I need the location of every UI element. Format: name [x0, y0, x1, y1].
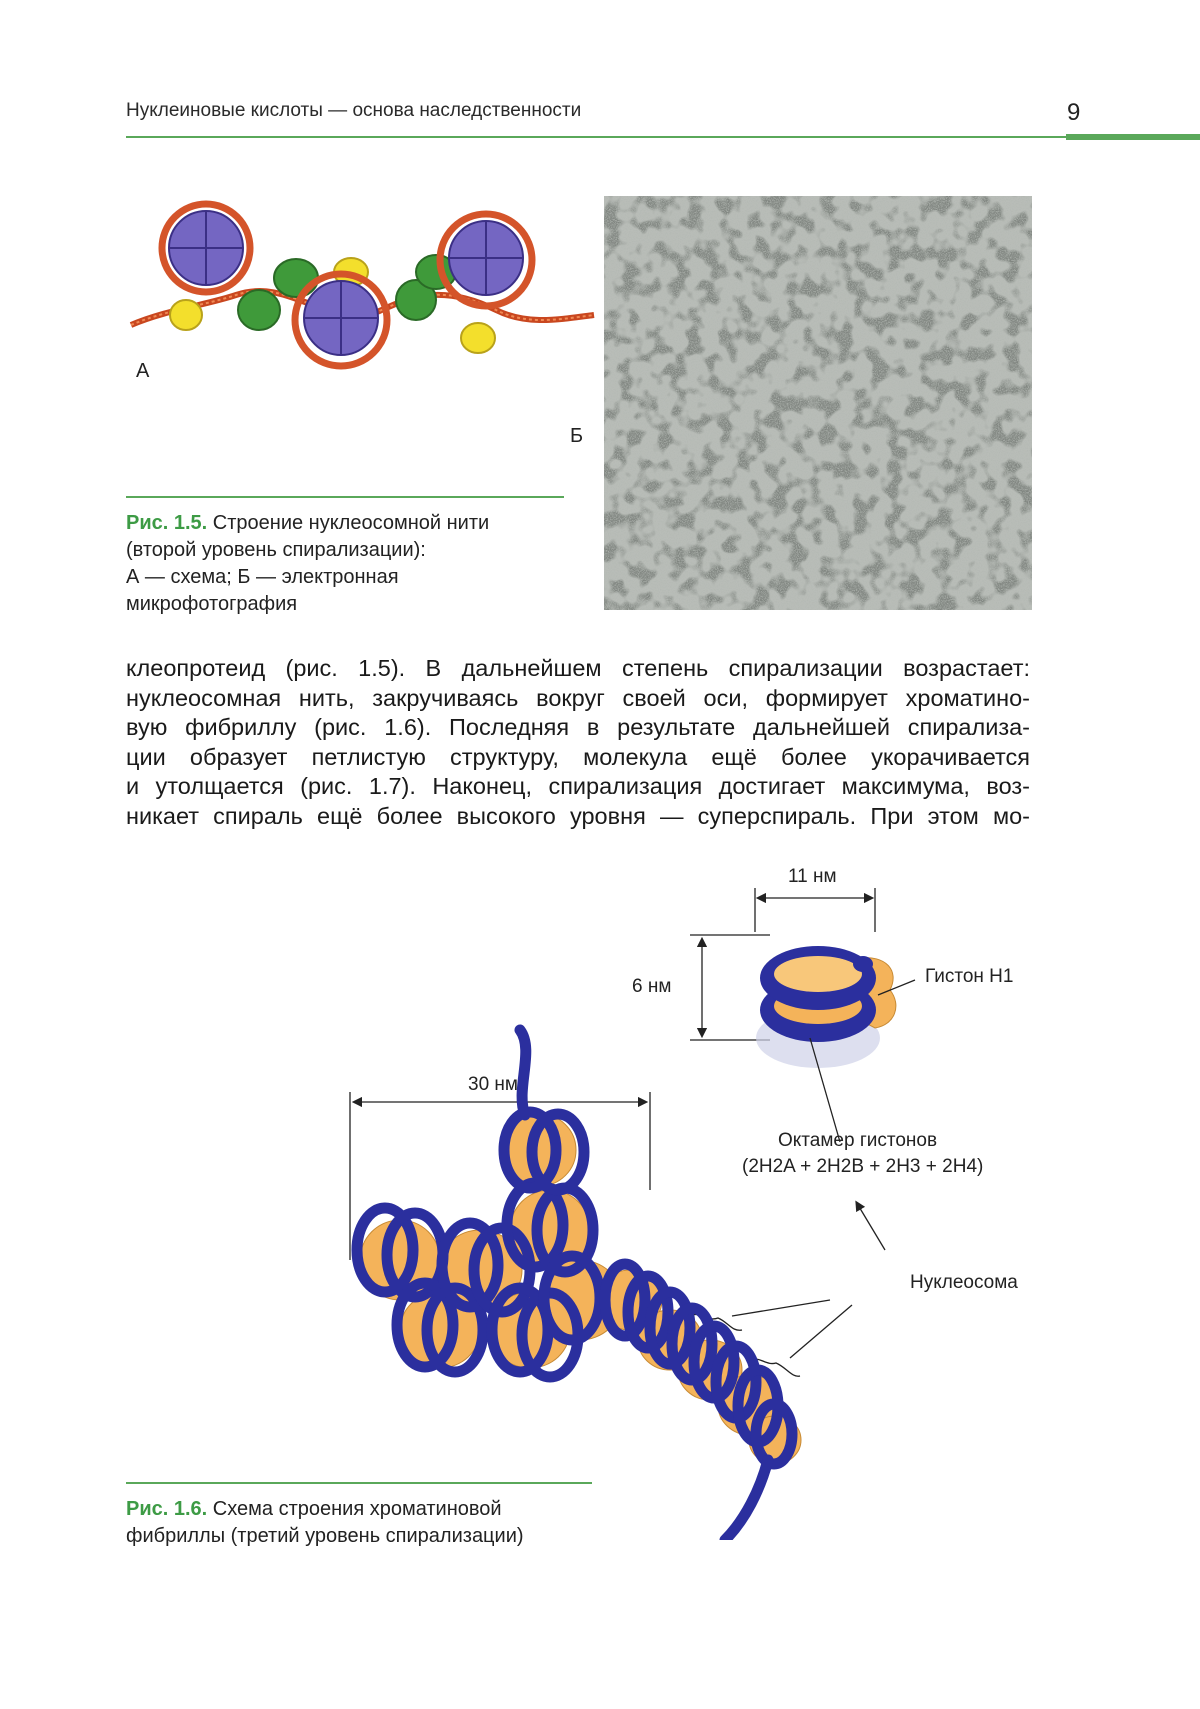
caption-line: (второй уровень спирализации): — [126, 539, 426, 561]
body-line: ции образует петлистую структуру, молекула ещё более укорачивается — [126, 743, 1030, 770]
electron-micrograph — [604, 196, 1032, 610]
figure-1-5-caption — [126, 510, 586, 618]
dimension-11nm-label: 11 нм — [788, 866, 837, 887]
octamer-label-line2: (2H2A + 2H2B + 2H3 + 2H4) — [742, 1156, 984, 1177]
nucleosome-string-schema — [126, 200, 596, 375]
figure-label-b: Б — [570, 425, 584, 447]
caption-line: Схема строения хроматиновой — [212, 1498, 502, 1520]
caption-number: Рис. 1.5. — [126, 512, 208, 534]
caption-line: фибриллы (третий уровень спирализации) — [126, 1525, 524, 1547]
caption-rule-1-5 — [126, 496, 564, 498]
header-rule — [126, 136, 1066, 138]
caption-number: Рис. 1.6. — [126, 1498, 208, 1520]
caption-line: А — схема; Б — электронная — [126, 566, 399, 588]
body-line: нуклеосомная нить, закручиваясь вокруг своей оси, формирует хроматино- — [126, 684, 1030, 711]
running-head: Нуклеиновые кислоты — основа наследственности — [126, 100, 582, 121]
chromatin-fibril-diagram — [330, 860, 1050, 1540]
body-line: и утолщается (рис. 1.7). Наконец, спирализация достигает максимума, воз- — [126, 773, 1030, 799]
nucleosome-label: Нуклеосома — [910, 1272, 1018, 1293]
caption-line: микрофотография — [126, 593, 298, 615]
octamer-label-line1: Октамер гистонов — [778, 1130, 938, 1151]
body-line: клеопротеид (рис. 1.5). В дальнейшем степень спирализации возрастает: — [126, 655, 1030, 681]
figure-label-a: А — [136, 360, 150, 382]
body-line: вую фибриллу (рис. 1.6). Последняя в результате дальнейшей спирализа- — [126, 714, 1030, 740]
dimension-30nm-label: 30 нм — [468, 1074, 518, 1095]
dimension-6nm-label: 6 нм — [632, 976, 672, 997]
histone-h1-label: Гистон H1 — [925, 966, 1014, 987]
page-number: 9 — [1067, 99, 1081, 126]
body-line: никает спираль ещё более высокого уровня — суперспираль. При этом мо- — [126, 802, 1030, 829]
body-paragraph — [126, 654, 1030, 831]
header-rule-accent — [1066, 134, 1200, 140]
caption-rule-1-6 — [126, 1482, 592, 1484]
caption-line: Строение нуклеосомной нити — [212, 512, 490, 534]
figure-1-6-caption — [126, 1496, 686, 1550]
